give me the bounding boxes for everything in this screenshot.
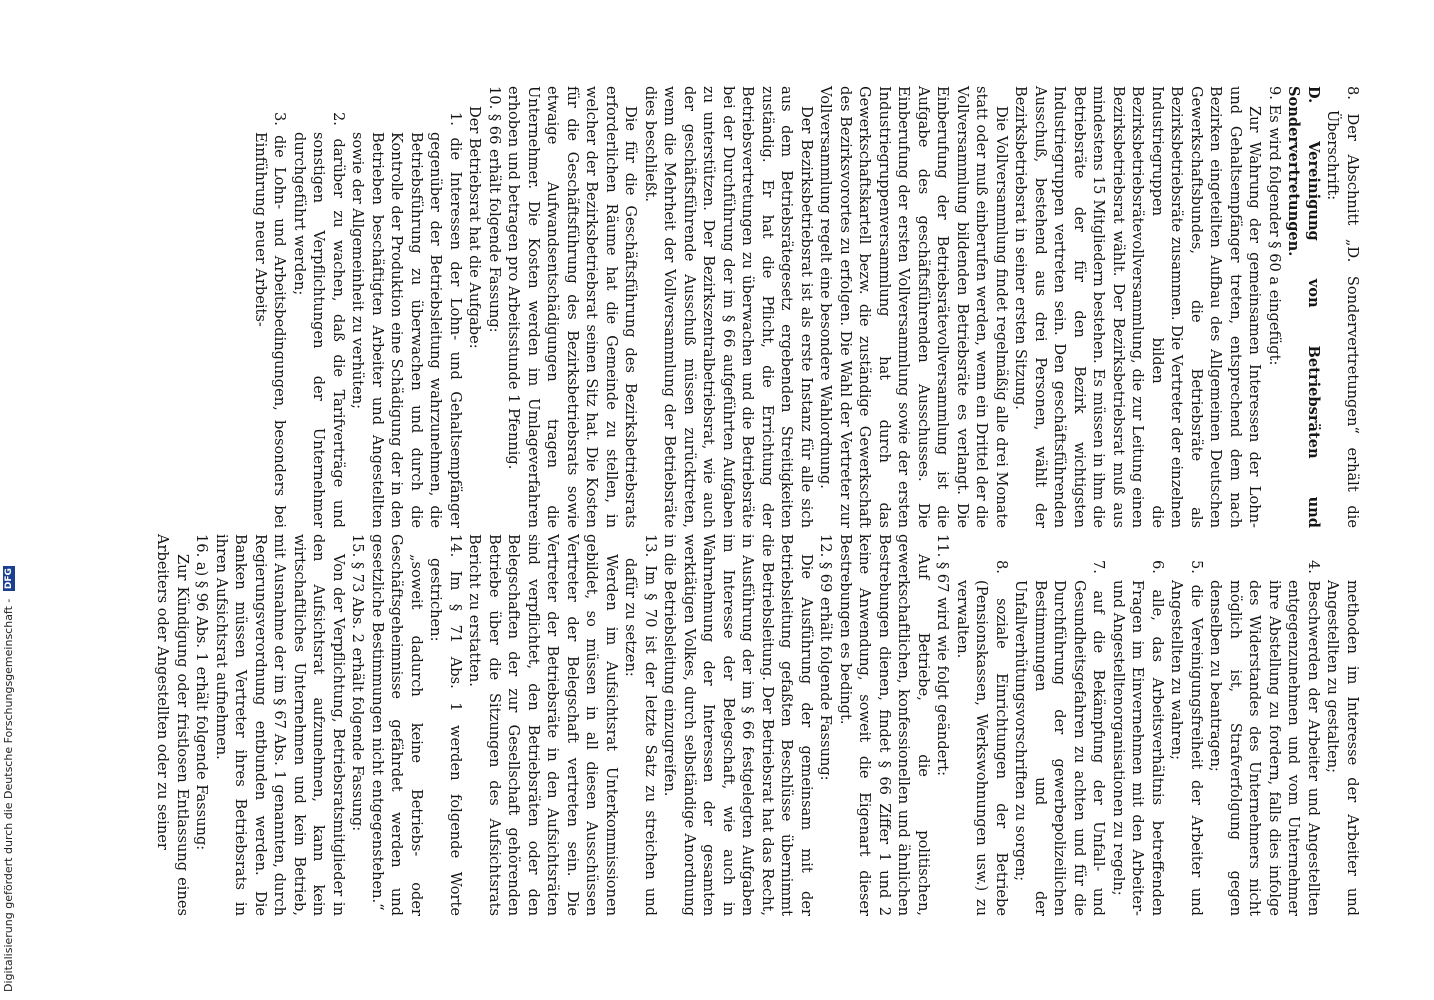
item-15-text: Von der Verpflichtung, Betriebsratsmitglieder in den Aufsichtsrat aufzunehmen, kann kein wirtschaftliches Unternehmen und kein Betrieb, mit Ausnahme der im § 67 Abs. 1 genannten, durch Regierungsverordnung entbunden werden. Die Banken müssen Vertreter ihres Betriebsrats in ihren Aufsichtsrat aufnehmen. bbox=[213, 534, 347, 916]
item-10-point-5: 5. die Vereinigungsfreiheit der Arbeiter und Angestellten zu wahren; bbox=[1168, 560, 1205, 916]
scanned-page bbox=[154, 86, 1362, 916]
right-column bbox=[153, 534, 1362, 916]
item-10-point-4: 4. Beschwerden der Arbeiter und Angestellten entgegenzunehmen und vom Unternehmer ihre Abstellung zu fordern, falls dies infolge des Widerstandes des Unternehmers nicht möglich ist, Strafverfolgung gegen denselben zu beantragen; bbox=[1207, 560, 1322, 916]
left-column bbox=[251, 86, 1363, 528]
item-9-paragraph-2: Die Vollversammlung findet regelmäßig alle drei Monate statt oder muß einberufen werden, wenn ein Drittel der die Vollversammlung bildenden Betriebsräte es verlangt. Die Einberufung der Betriebsrätevollversammlung ist die Aufgabe des geschäftsführenden Ausschusses. Die Einberufung der ersten Vollversammlung sowie der ersten Industriegruppenversammlung hat durch das Gewerkschaftskartell bezw. die zuständige Gewerkschaft des Bezirksvorortes zu erfolgen. Die Wahl der Vertreter zur Vollversammlung regelt eine besondere Wahlordnung. bbox=[817, 86, 1010, 528]
item-10-point-6: 6. alle, das Arbeitsverhältnis betreffenden Fragen im Einvernehmen mit den Arbeiter- und Angestelltenorganisationen zu regeln; bbox=[1110, 560, 1166, 916]
item-8: 8. Der Abschnitt „D. Sondervertretungen“ erhält die Überschrift: bbox=[1324, 86, 1361, 528]
dfg-logo: DFG bbox=[4, 568, 14, 590]
item-9-paragraph-4: Die für die Geschäftsführung des Bezirksbetriebsrats erforderlichen Räume hat die Gemeinde zu stellen, in welcher der Bezirksbetriebsrat seinen Sitz hat. Die Kosten für die Geschäftsführung des Bezirksbetriebsrats sowie etwaige Aufwandsentschädigungen tragen die Unternehmer. Die Kosten werden im Umlageverfahren erhoben und betragen pro Arbeitsstunde 1 Pfennig. bbox=[505, 86, 640, 528]
item-14: 14. Im § 71 Abs. 1 werden folgende Worte gestrichen: bbox=[427, 534, 464, 916]
item-13: 13. Im § 70 ist der letzte Satz zu streichen und dafür zu setzen: bbox=[622, 534, 659, 916]
item-16-text: Zur Kündigung oder fristlosen Entlassung eines Arbeiters oder Angestellten oder zu seiner bbox=[154, 534, 191, 916]
digitization-credit bbox=[2, 0, 16, 992]
item-9-paragraph-3: Der Bezirksbetriebsrat ist als erste Instanz für alle sich aus dem Betriebsrätegesetz ergebenden Streitigkeiten zuständig. Er hat die Pflicht, die Errichtung der Betriebsvertretungen zu überwachen und die Betriebsräte bei der Durchführung der im § 66 aufgeführten Aufgaben zu unterstützen. Der Bezirkszentralbetriebsrat, wie auch der geschäftsführende Ausschuß müssen zurücktreten, wenn die Mehrheit der Vollversammlung der Betriebsräte dies beschließt. bbox=[642, 86, 815, 528]
item-14-text: „soweit dadurch keine Betriebs- oder Geschäftsgeheimnisse gefährdet werden und gesetzliche Bestimmungen nicht entgegenstehen.“ bbox=[369, 534, 425, 916]
item-10-point-3: 3. die Lohn- und Arbeitsbedingungen, besonders bei Einführung neuer Arbeits- bbox=[252, 112, 289, 528]
item-9-paragraph-1: Zur Wahrung der gemeinsamen Interessen der Lohn- und Gehaltsempfänger treten, entsprechend dem nach Bezirken eingeteilten Aufbau des Allgemeinen Deutschen Gewerkschaftsbundes, die Betriebsräte als Bezirksbetriebsräte zusammen. Die Vertreter der einzelnen Industriegruppen bilden die Bezirksbetriebsrätevollversammlung, die zur Leitung einen Bezirksbetriebsrat wählt. Der Bezirksbetriebsrat muß aus mindestens 15 Mitgliedern bestehen. Es müssen in ihm die Betriebsräte der für den Bezirk wichtigsten Industriegruppen vertreten sein. Den geschäftsführenden Ausschuß, bestehend aus drei Personen, wählt der Bezirksbetriebsrat in seiner ersten Sitzung. bbox=[1012, 86, 1264, 528]
item-16: 16. a) § 96 Abs. 1 erhält folgende Fassung: bbox=[193, 534, 211, 851]
item-10-point-3-continued: methoden im Interesse der Arbeiter und Angestellten zu gestalten; bbox=[1324, 580, 1361, 916]
item-15: 15. § 73 Abs. 2 erhält folgende Fassung: bbox=[349, 534, 367, 832]
credit-text: Digitalisierung gefördert durch die Deutsche Forschungsgemeinschaft - bbox=[2, 598, 15, 992]
section-heading: D. Vereinigung von Betriebsräten und Sondervertretungen. bbox=[1285, 86, 1322, 528]
item-9: 9. Es wird folgender § 60 a eingefügt: bbox=[1266, 86, 1283, 366]
item-13-text: Werden im Aufsichtsrat Unterkommissionen gebildet, so müssen in all diesen Ausschüssen Vertreter der Belegschaft vertreten sein. Die Vertreter der Betriebsräte in den Aufsichtsräten sind verpflichtet, den Betriebsräten oder den Belegschaften der zur Gesellschaft gehörenden Betriebe über die Sitzungen des Aufsichtsrats Bericht zu erstatten. bbox=[466, 534, 620, 916]
item-10-point-7: 7. auf die Bekämpfung der Unfall- und Gesundheitsgefahren zu achten und für die Durchführung der gewerbepolizeilichen Bestimmungen und der Unfallverhütungsvorschriften zu sorgen; bbox=[1012, 560, 1108, 916]
item-10-point-2: 2. darüber zu wachen, daß die Tarifverträge und sonstigen Verpflichtungen der Unternehmer durchgeführt werden; bbox=[291, 112, 347, 528]
item-12: 12. § 69 erhält folgende Fassung: bbox=[817, 534, 835, 781]
item-11-text: Auf Betriebe, die politischen, gewerkschaftlichen, konfessionellen und ähnlichen Bestrebungen dienen, findet § 66 Ziffer 1 und 2 keine Anwendung, soweit die Eigenart dieser Bestrebungen es bedingt. bbox=[837, 534, 932, 916]
item-10-intro: Der Betriebsrat hat die Aufgabe: bbox=[466, 106, 484, 349]
item-10-point-8: 8. soziale Einrichtungen der Betriebe (Pensionskassen, Werkswohnungen usw.) zu verwalten. bbox=[954, 560, 1010, 916]
item-12-text: Die Ausführung der gemeinsam mit der Betriebsleitung gefaßten Beschlüsse übernimmt die Betriebsleitung. Der Betriebsrat hat das Recht, in Ausführung der im § 66 festgelegten Aufgaben im Interesse der Belegschaft, wie auch in Wahrnehmung der Interessen der gesamten werktätigen Volkes, durch selbständige Anordnung in die Betriebsleitung einzugreifen. bbox=[661, 534, 815, 916]
item-10-point-1: 1. die Interessen der Lohn- und Gehaltsempfänger gegenüber der Betriebsleitung wahrzunehmen, die Betriebsführung zu überwachen und durch die Kontrolle der Produktion eine Schädigung der in den Betrieben beschäftigten Arbeiter und Angestellten sowie der Allgemeinheit zu verhüten; bbox=[349, 112, 464, 528]
item-10: 10. § 66 erhält folgende Fassung: bbox=[486, 86, 503, 333]
item-11: 11. § 67 wird wie folgt geändert: bbox=[934, 534, 952, 777]
